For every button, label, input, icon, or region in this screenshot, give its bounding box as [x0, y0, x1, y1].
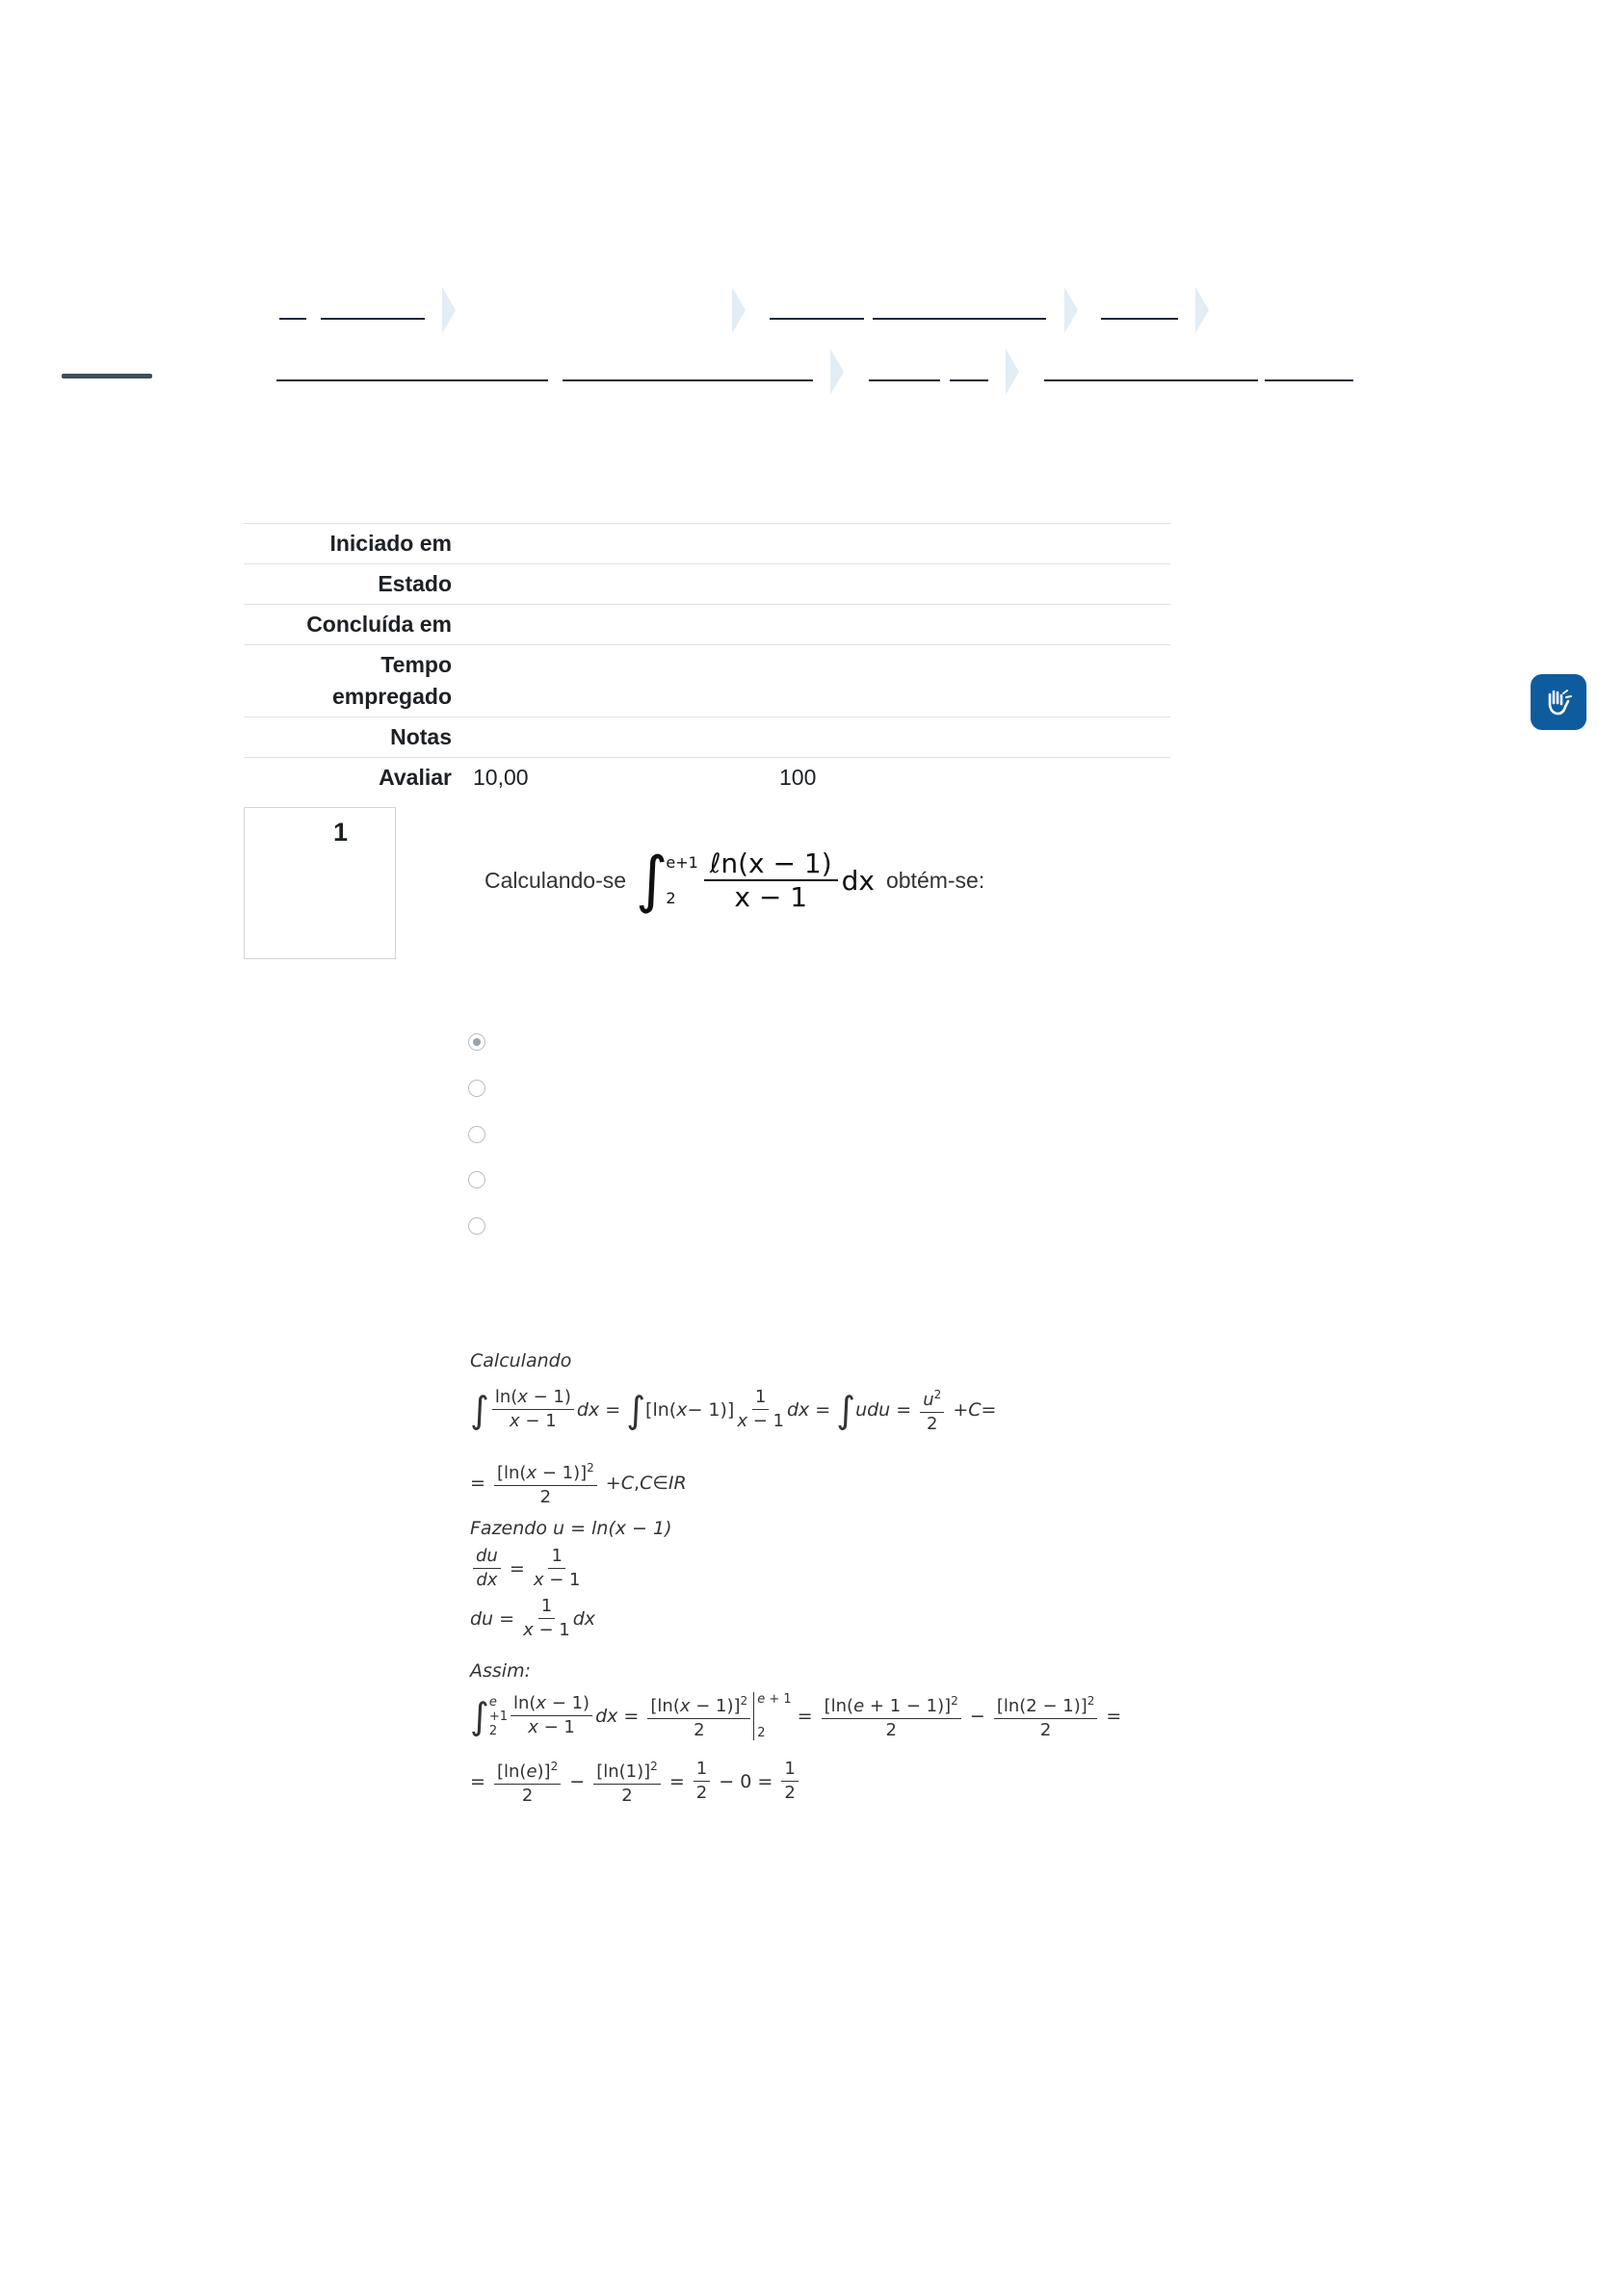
- breadcrumb-separator-icon: [732, 287, 746, 333]
- breadcrumb-link[interactable]: [276, 379, 548, 381]
- summary-value: [452, 605, 1170, 644]
- answer-radio-e[interactable]: [468, 1217, 485, 1235]
- breadcrumb-separator-icon: [442, 287, 456, 333]
- breadcrumb-link[interactable]: [1101, 318, 1178, 320]
- breadcrumb-separator-icon: [1195, 287, 1209, 333]
- feedback-line-4: du = $\frac{1}{x - 1}$ dx: [470, 1596, 596, 1640]
- summary-label: Concluída em: [306, 612, 452, 637]
- differential: dx: [841, 864, 875, 897]
- feedback-fazendo: Fazendo u = ln(x − 1): [470, 1518, 672, 1539]
- answer-radio-a[interactable]: [468, 1033, 485, 1051]
- feedback-line-1: ∫ $\frac{\ln(x - 1)}{x - 1}$ dx = ∫ [ln( x − 1)] $\frac{1}{x - 1}$ dx = ∫ udu = $\frac{u^2}{2}$ + C =: [470, 1383, 996, 1436]
- grade-max: 100: [779, 765, 817, 790]
- breadcrumb-link[interactable]: [1265, 379, 1353, 381]
- summary-value: [452, 645, 1170, 717]
- summary-label: Avaliar: [379, 765, 452, 790]
- summary-row-started: [244, 523, 1170, 563]
- answer-radio-b[interactable]: [468, 1080, 485, 1097]
- summary-label: Tempo empregado: [332, 652, 452, 709]
- question-prefix: Calculando-se: [485, 867, 627, 893]
- numerator: ℓn(x − 1): [704, 848, 838, 881]
- breadcrumb-link[interactable]: [563, 379, 813, 381]
- answer-radio-c[interactable]: [468, 1126, 485, 1143]
- summary-label: Iniciado em: [329, 531, 452, 556]
- sidebar-handle[interactable]: [62, 374, 152, 378]
- feedback-assim: Assim:: [470, 1660, 531, 1682]
- lower-limit: 2: [666, 889, 676, 907]
- sign-language-button[interactable]: [1531, 674, 1586, 730]
- summary-row-grade: [244, 757, 1170, 797]
- summary-value: [452, 524, 1170, 563]
- summary-label: Notas: [390, 724, 452, 749]
- grade-value: 10,00: [473, 765, 529, 790]
- answer-radio-d[interactable]: [468, 1171, 485, 1188]
- upper-limit: e+1: [666, 853, 698, 872]
- question-number: 1: [333, 818, 349, 847]
- integral-sign-icon: ∫: [636, 845, 668, 916]
- breadcrumb-separator-icon: [1006, 349, 1019, 395]
- attempt-summary-table: [244, 523, 1170, 797]
- summary-row-marks: [244, 717, 1170, 757]
- question-text: [485, 845, 985, 916]
- feedback-line-2: = $\frac{[\ln(x - 1)]^2}{2}$ + C , C ∈ IR: [470, 1456, 687, 1509]
- breadcrumb-link[interactable]: [770, 318, 864, 320]
- question-info-box: [244, 807, 396, 959]
- summary-value: [452, 564, 1170, 604]
- summary-row-completed: [244, 604, 1170, 644]
- summary-value: [452, 718, 1170, 757]
- breadcrumb-separator-icon: [1064, 287, 1078, 333]
- question-suffix: obtém-se:: [885, 867, 985, 893]
- breadcrumb-link[interactable]: [321, 318, 425, 320]
- breadcrumb-link[interactable]: [950, 379, 988, 381]
- feedback-line-6: = $\frac{[\ln(e)]^2}{2}$ − $\frac{[\ln(1)]^2}{2}$ = $\frac{1}{2}$ − 0 = $\frac{1}{2}$: [470, 1755, 801, 1808]
- breadcrumb-link[interactable]: [279, 318, 306, 320]
- summary-row-state: [244, 563, 1170, 604]
- breadcrumb-link[interactable]: [1044, 379, 1258, 381]
- sign-language-icon: [1542, 686, 1575, 718]
- breadcrumb-separator-icon: [830, 349, 844, 395]
- summary-value: [452, 758, 1170, 797]
- breadcrumb-link[interactable]: [869, 379, 940, 381]
- feedback-line-5: ∫ e +1 2 $\frac{\ln(x - 1)}{x - 1}$ dx = $\frac{[\ln(x - 1)]^2}{2}$ e + 1 2 = $\frac{[\ln(e + 1 - 1)]^2}{2}$ − $\frac{[\ln(2 - 1)]^2}{2}$ =: [470, 1689, 1121, 1742]
- feedback-calculando: Calculando: [470, 1350, 572, 1371]
- summary-row-time: [244, 644, 1170, 717]
- feedback-line-3: $\frac{du}{dx}$ = $\frac{1}{x - 1}$: [470, 1545, 583, 1592]
- denominator: x − 1: [734, 881, 808, 913]
- breadcrumb-link[interactable]: [873, 318, 1046, 320]
- summary-label: Estado: [378, 571, 452, 596]
- integral-formula: [636, 845, 875, 916]
